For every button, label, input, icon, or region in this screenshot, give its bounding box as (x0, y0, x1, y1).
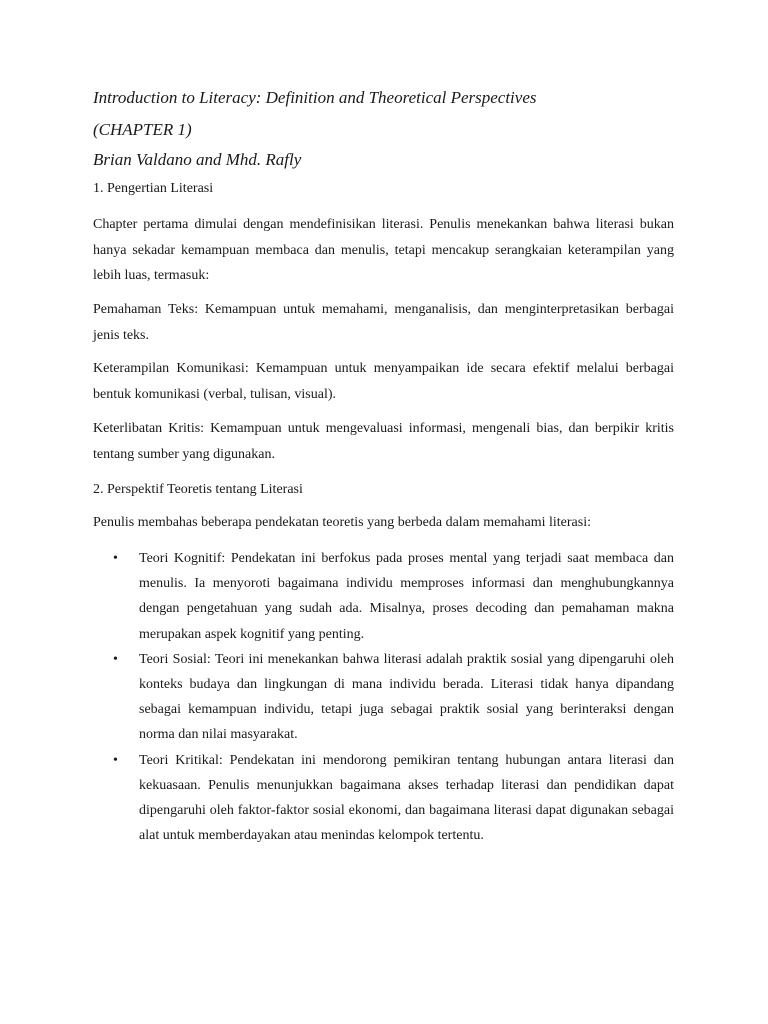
bullet-text-teori-sosial: Teori Sosial: Teori ini menekankan bahwa literasi adalah praktik sosial yang dipengaruhi oleh konteks budaya dan lingkungan di mana individu berada. Literasi tidak hanya dipandang sebagai kemampuan individu, tetapi juga sebagai praktik sosial yang berinteraksi dengan norma dan nilai masyarakat. (139, 651, 674, 743)
list-item (93, 546, 674, 647)
paragraph-keterampilan-komunikasi: Keterampilan Komunikasi: Kemampuan untuk menyampaikan ide secara efektif melalui berbagai bentuk komunikasi (verbal, tulisan, visual). (93, 361, 674, 402)
authors: Brian Valdano and Mhd. Rafly (93, 150, 302, 169)
paragraph-pemahaman-teks: Pemahaman Teks: Kemampuan untuk memahami, menganalisis, dan menginterpretasikan berbagai jenis teks. (93, 302, 674, 343)
bullet-icon: • (113, 651, 118, 667)
list-item (93, 748, 674, 849)
theory-bullet-list (93, 546, 674, 848)
section1-intro-paragraph: Chapter pertama dimulai dengan mendefinisikan literasi. Penulis menekankan bahwa literasi bukan hanya sekadar kemampuan membaca dan menulis, tetapi mencakup serangkaian keterampilan yang lebih luas, termasuk: (93, 217, 674, 283)
document-page (93, 0, 674, 1024)
section-heading-perspektif: 2. Perspektif Teoretis tentang Literasi (93, 482, 303, 497)
paragraph-keterlibatan-kritis: Keterlibatan Kritis: Kemampuan untuk mengevaluasi informasi, mengenali bias, dan berpikir kritis tentang sumber yang digunakan. (93, 421, 674, 462)
section2-lead-paragraph: Penulis membahas beberapa pendekatan teoretis yang berbeda dalam memahami literasi: (93, 515, 591, 530)
bullet-text-teori-kognitif: Teori Kognitif: Pendekatan ini berfokus pada proses mental yang terjadi saat membaca dan menulis. Ia menyoroti bagaimana individu memproses informasi dan menghubungkannya dengan pengetahuan yang sudah ada. Misalnya, proses decoding dan pemahaman makna merupakan aspek kognitif yang penting. (139, 551, 674, 642)
list-item (93, 647, 674, 748)
document-title: Introduction to Literacy: Definition and Theoretical Perspectives (93, 88, 537, 107)
bullet-icon: • (113, 551, 118, 566)
section-heading-pengertian: 1. Pengertian Literasi (93, 181, 214, 196)
bullet-icon: • (113, 752, 118, 768)
bullet-text-teori-kritikal: Teori Kritikal: Pendekatan ini mendorong pemikiran tentang hubungan antara literasi dan kekuasaan. Penulis menunjukkan bagaimana akses terhadap literasi dan pendidikan dapat dipengaruhi oleh faktor-faktor sosial ekonomi, dan bagaimana literasi dapat digunakan sebagai alat untuk memberdayakan atau menindas kelompok tertentu. (139, 752, 674, 844)
chapter-label: (CHAPTER 1) (93, 120, 192, 139)
